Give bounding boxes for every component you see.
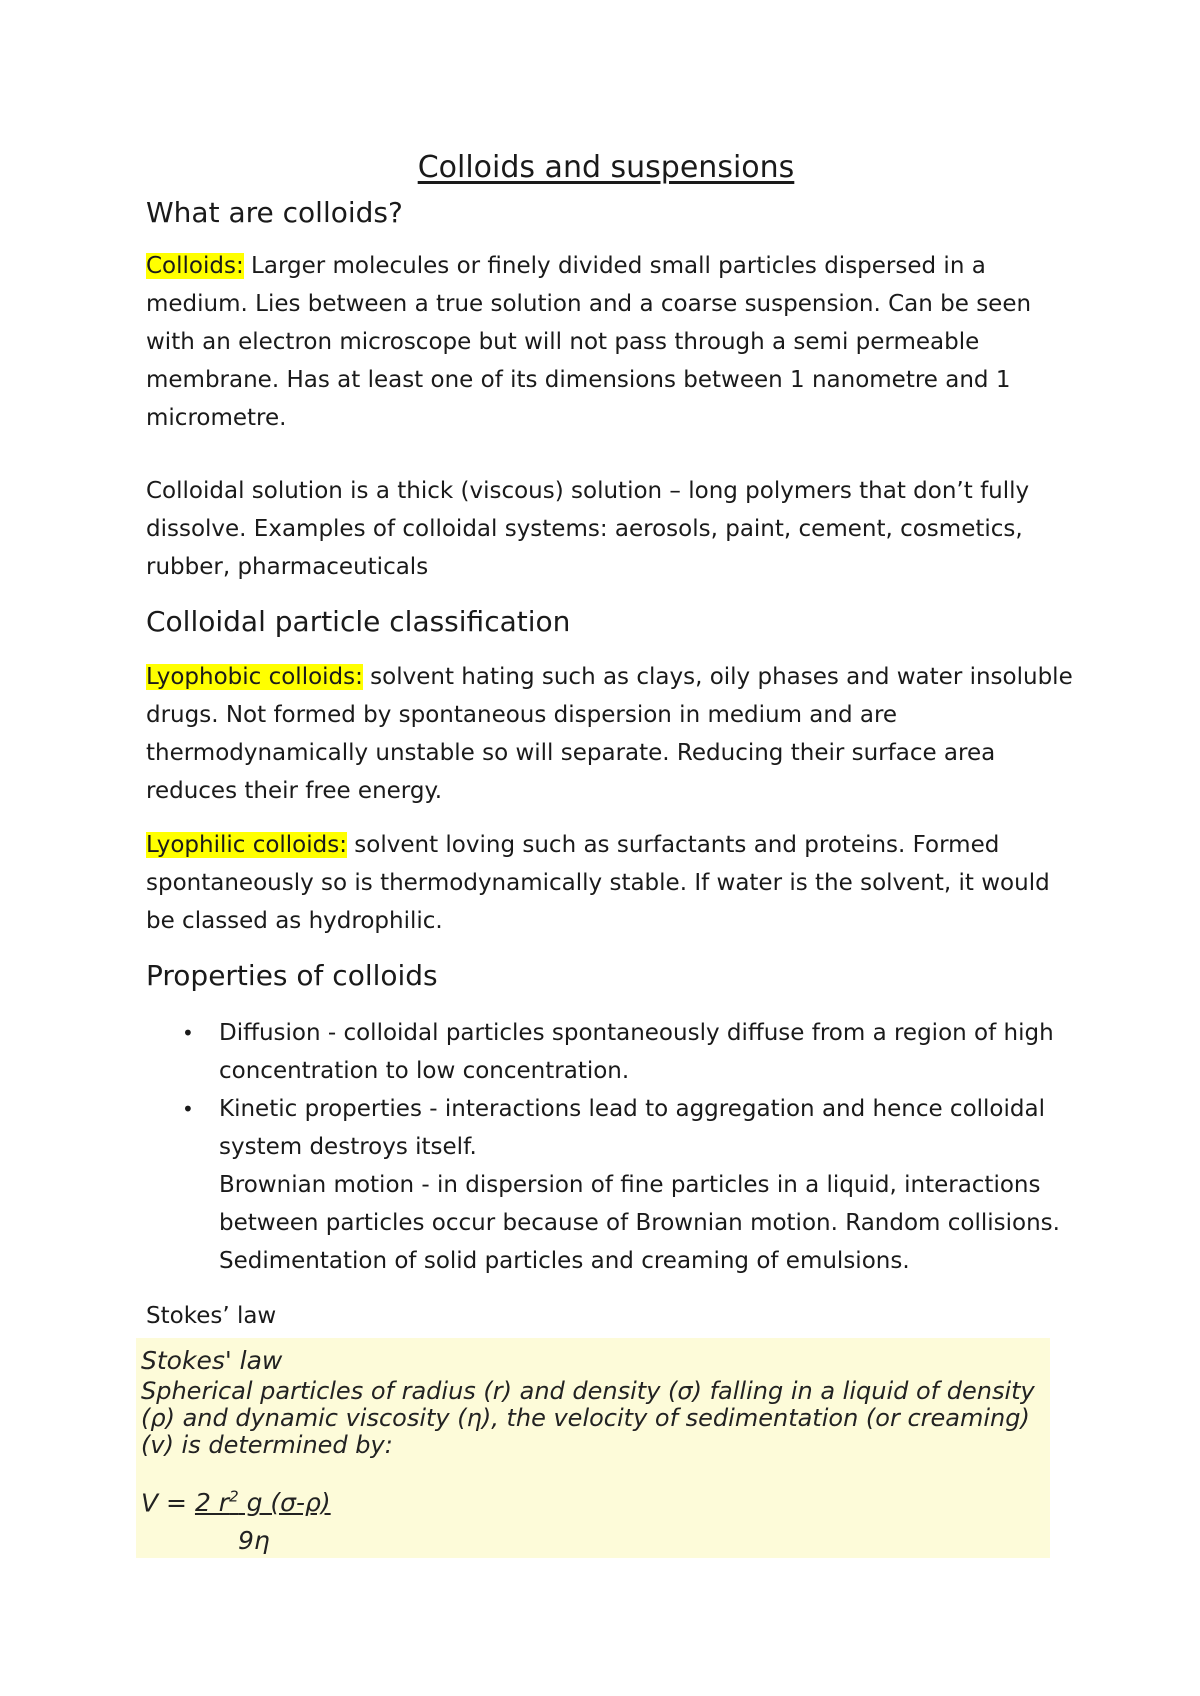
colloids-definition-text: Larger molecules or finely divided small particles dispersed in a medium. Lies between a true solution and a coarse suspension. Can be seen with an electron microscope but will not pass through a semi permeable membrane. Has at least one of its dimensions between 1 nanometre and 1 micrometre. (146, 253, 1032, 431)
stokes-equation (141, 1488, 331, 1517)
lyophilic-term: Lyophilic colloids: (146, 832, 347, 858)
lyophilic-paragraph (146, 826, 1076, 940)
colloids-definition (146, 247, 1076, 437)
list-item (146, 1014, 1076, 1090)
equation-num-b: g (σ-ρ) (238, 1488, 331, 1518)
list-item (146, 1090, 1076, 1280)
bullet-text: Diffusion - colloidal particles spontaneously diffuse from a region of high concentration to low concentration. (219, 1020, 1054, 1084)
page-title: Colloids and suspensions (417, 150, 795, 185)
equation-lhs: V = (141, 1488, 195, 1518)
stokes-box-description: Spherical particles of radius (r) and density (σ) falling in a liquid of density (ρ) and dynamic viscosity (η), the velocity of sedimentation (or creaming) (v) is determined by: (141, 1377, 1035, 1459)
stokes-box-title: Stokes' law (141, 1346, 283, 1375)
properties-list (146, 1014, 1076, 1280)
stokes-law-label: Stokes’ law (146, 1303, 277, 1329)
colloids-term: Colloids: (146, 253, 244, 279)
bullet-text: Kinetic properties - interactions lead to aggregation and hence colloidal system destroys itself. (219, 1096, 1045, 1160)
stokes-law-image (136, 1338, 1050, 1558)
lyophobic-paragraph (146, 658, 1076, 810)
lyophilic-text: solvent loving such as surfactants and proteins. Formed spontaneously so is thermodynamically stable. If water is the solvent, it would be classed as hydrophilic. (146, 832, 1050, 934)
equation-numerator (195, 1488, 331, 1517)
heading-properties: Properties of colloids (146, 959, 438, 992)
equation-denominator: 9η (238, 1526, 270, 1555)
heading-classification: Colloidal particle classification (146, 605, 571, 638)
lyophobic-term: Lyophobic colloids: (146, 664, 363, 690)
lyophobic-text: solvent hating such as clays, oily phases and water insoluble drugs. Not formed by spontaneous dispersion in medium and are thermodynamically unstable so will separate. Reducing their surface area reduces their free energy. (146, 664, 1073, 804)
bullet-icon: • (182, 1021, 194, 1045)
equation-num-a: 2 r (194, 1488, 230, 1518)
equation-exponent: 2 (229, 1488, 239, 1506)
bullet-continuation: Brownian motion - in dispersion of fine particles in a liquid, interactions between particles occur because of Brownian motion. Random collisions. Sedimentation of solid particles and creaming of emulsions. (219, 1172, 1060, 1274)
heading-what-are-colloids: What are colloids? (146, 196, 403, 229)
bullet-icon: • (182, 1097, 194, 1121)
colloidal-solution-paragraph: Colloidal solution is a thick (viscous) solution – long polymers that don’t fully dissolve. Examples of colloidal systems: aerosols, paint, cement, cosmetics, rubber, pharmaceuticals (146, 478, 1030, 580)
